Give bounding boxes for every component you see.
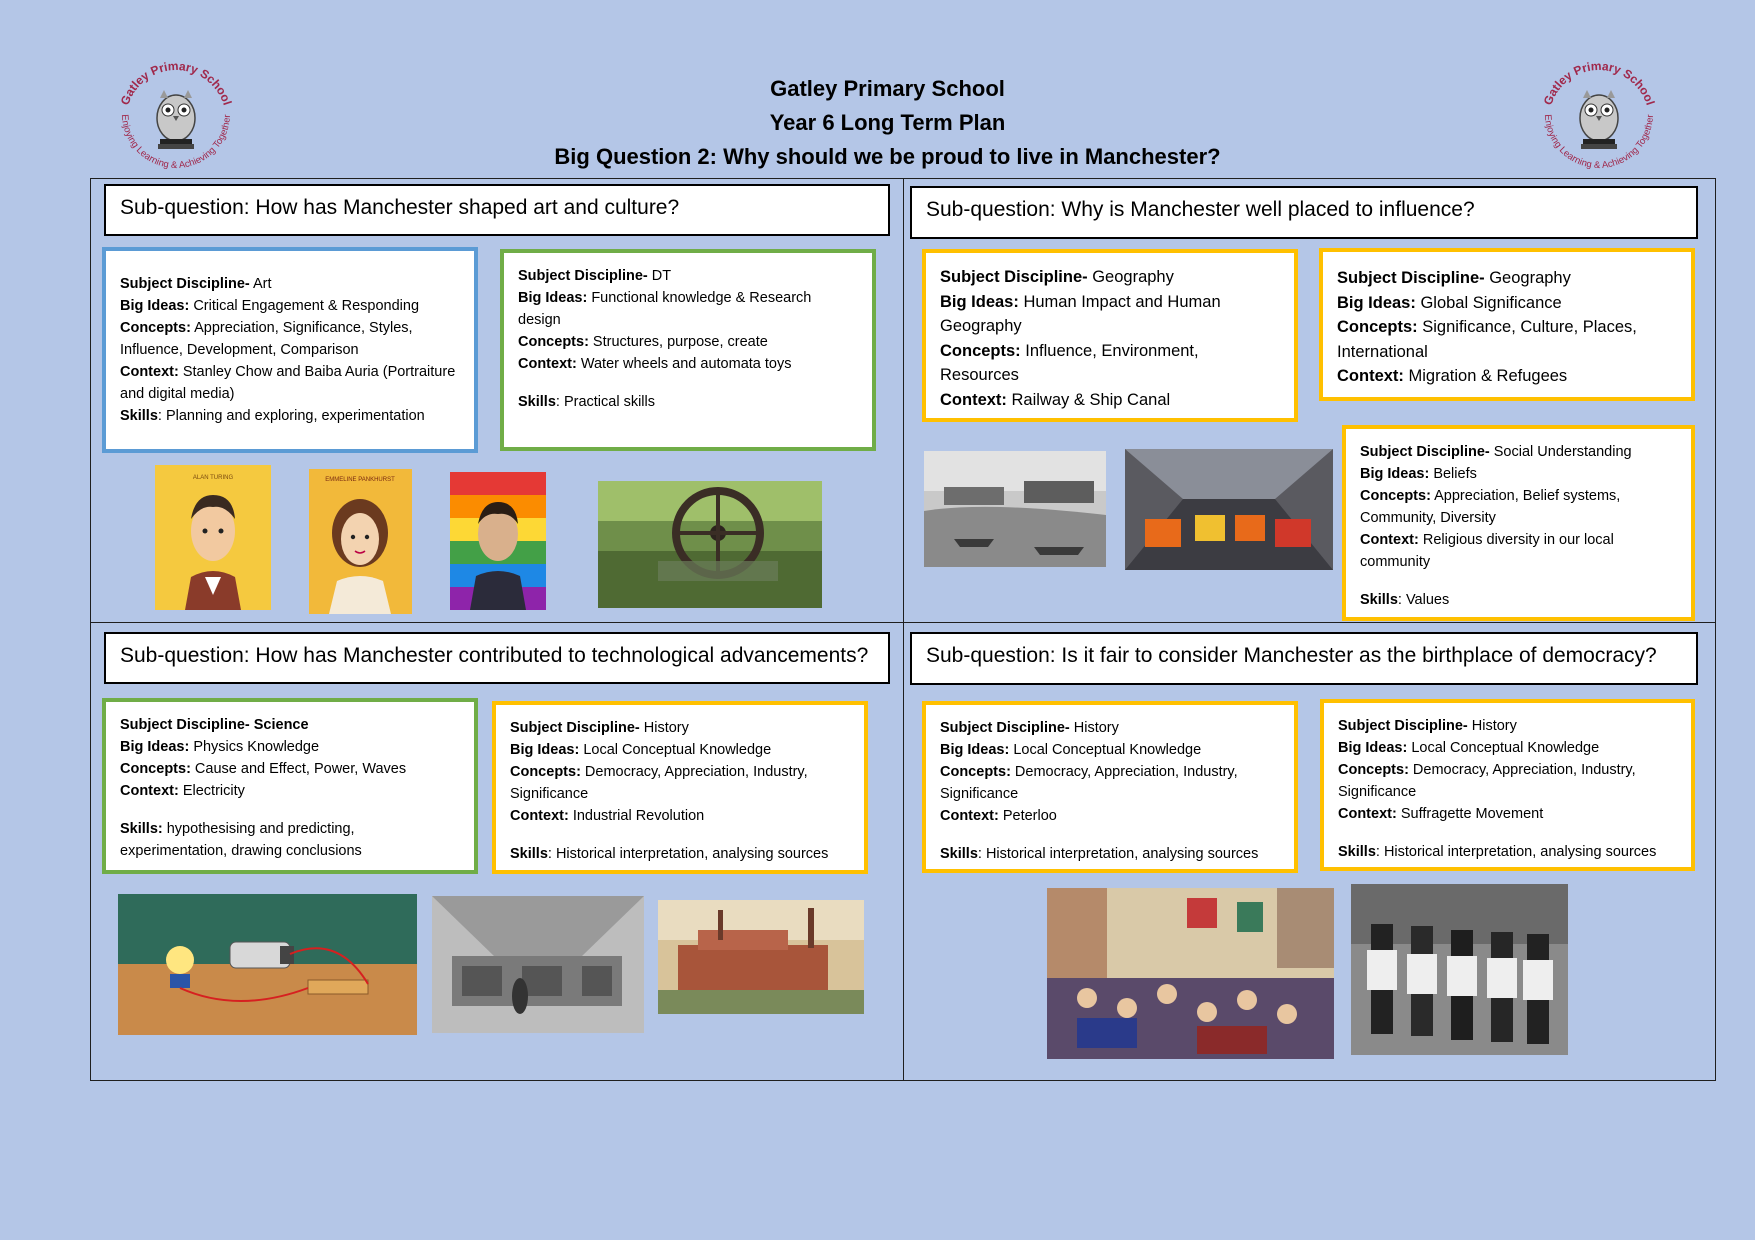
ship-canal-engraving bbox=[924, 451, 1106, 567]
svg-text:Enjoying Learning & Achieving: Enjoying Learning & Achieving Together bbox=[118, 113, 234, 172]
skills-row: Skills: Planning and exploring, experimentation bbox=[120, 408, 425, 424]
bigideas-row: Big Ideas: Beliefs bbox=[1360, 466, 1477, 482]
concepts-row: Concepts: Significance, Culture, Places, International bbox=[1337, 318, 1637, 361]
svg-text:EMMELINE PANKHURST: EMMELINE PANKHURST bbox=[325, 477, 395, 483]
bigideas-row: Big Ideas: Local Conceptual Knowledge bbox=[940, 742, 1202, 758]
concepts-row: Concepts: Influence, Environment, Resources bbox=[940, 341, 1199, 384]
concepts-row: Concepts: Structures, purpose, create bbox=[518, 334, 768, 350]
cotton-mill-engraving bbox=[432, 896, 644, 1033]
emmeline-pankhurst-portrait bbox=[309, 469, 412, 614]
discipline-row: Subject Discipline- Geography bbox=[940, 268, 1174, 286]
railway-station-photo bbox=[1125, 449, 1333, 570]
context-row: Context: Migration & Refugees bbox=[1337, 367, 1568, 385]
discipline-row: Subject Discipline- DT bbox=[518, 268, 672, 284]
card-art bbox=[102, 247, 478, 453]
context-row: Context: Peterloo bbox=[940, 808, 1057, 824]
context-row: Context: Water wheels and automata toys bbox=[518, 356, 792, 372]
svg-text:ALAN TURING: ALAN TURING bbox=[192, 475, 234, 481]
discipline-row: Subject Discipline- History bbox=[510, 720, 689, 736]
plan-title: Year 6 Long Term Plan bbox=[769, 110, 1006, 135]
skills-row: Skills: Values bbox=[1360, 592, 1450, 608]
context-row: Context: Stanley Chow and Baiba Auria (Portraiture and digital media) bbox=[120, 364, 456, 402]
subquestion-art-culture: Sub-question: How has Manchester shaped art and culture? bbox=[104, 184, 890, 236]
owl-icon bbox=[157, 90, 195, 149]
subquestion-technology: Sub-question: How has Manchester contributed to technological advancements? bbox=[104, 632, 890, 684]
context-row: Context: Industrial Revolution bbox=[510, 808, 705, 824]
grid-right-border bbox=[1715, 178, 1716, 1081]
card-social-understanding bbox=[1342, 425, 1695, 621]
bigideas-row: Big Ideas: Critical Engagement & Responding bbox=[120, 298, 420, 314]
skills-row: Skills: Historical interpretation, analysing sources bbox=[940, 846, 1259, 862]
context-row: Context: Railway & Ship Canal bbox=[940, 390, 1171, 409]
water-wheel-photo bbox=[598, 481, 822, 608]
skills-row: Skills: Historical interpretation, analysing sources bbox=[510, 846, 829, 862]
school-title: Gatley Primary School bbox=[770, 76, 1005, 101]
discipline-row: Subject Discipline- Science bbox=[120, 717, 309, 733]
skills-row: Skills: hypothesising and predicting, experimentation, drawing conclusions bbox=[120, 821, 362, 859]
concepts-row: Concepts: Appreciation, Significance, Styles, Influence, Development, Comparison bbox=[120, 320, 413, 358]
alan-turing-portrait bbox=[155, 465, 271, 610]
electric-circuit-illustration bbox=[118, 894, 417, 1035]
discipline-row: Subject Discipline- History bbox=[940, 720, 1119, 736]
concepts-row: Concepts: Democracy, Appreciation, Industry, Significance bbox=[940, 764, 1238, 802]
concepts-row: Concepts: Cause and Effect, Power, Waves bbox=[120, 761, 407, 777]
peterloo-massacre-painting bbox=[1047, 888, 1334, 1059]
svg-text:Gatley Primary School: Gatley Primary School bbox=[1540, 58, 1658, 107]
discipline-row: Subject Discipline- Social Understanding bbox=[1360, 444, 1632, 460]
bigideas-row: Big Ideas: Local Conceptual Knowledge bbox=[1338, 740, 1600, 756]
skills-row: Skills: Historical interpretation, analysing sources bbox=[1338, 844, 1657, 860]
card-geography-migration bbox=[1319, 248, 1695, 401]
owl-icon bbox=[1580, 90, 1618, 149]
turing-rainbow-portrait bbox=[450, 472, 546, 610]
card-geography-railway bbox=[922, 249, 1298, 422]
grid-vertical-divider bbox=[903, 178, 904, 1081]
bigideas-row: Big Ideas: Human Impact and Human Geography bbox=[940, 292, 1221, 335]
context-row: Context: Suffragette Movement bbox=[1338, 806, 1544, 822]
bigideas-row: Big Ideas: Functional knowledge & Research design bbox=[518, 290, 812, 328]
card-dt bbox=[500, 249, 876, 451]
bigideas-row: Big Ideas: Global Significance bbox=[1337, 293, 1562, 312]
card-history-suffragette bbox=[1320, 699, 1695, 871]
bigideas-row: Big Ideas: Physics Knowledge bbox=[120, 739, 320, 755]
svg-text:Enjoying Learning & Achieving: Enjoying Learning & Achieving Together bbox=[1541, 113, 1657, 172]
suffragettes-photo bbox=[1351, 884, 1568, 1055]
concepts-row: Concepts: Democracy, Appreciation, Industry, Significance bbox=[510, 764, 808, 802]
big-question-title: Big Question 2: Why should we be proud to live in Manchester? bbox=[554, 144, 1221, 169]
svg-text:Gatley Primary School: Gatley Primary School bbox=[117, 58, 235, 107]
factory-painting bbox=[658, 900, 864, 1014]
subquestion-influence: Sub-question: Why is Manchester well placed to influence? bbox=[910, 186, 1698, 239]
subquestion-democracy: Sub-question: Is it fair to consider Manchester as the birthplace of democracy? bbox=[910, 632, 1698, 685]
school-logo-left bbox=[112, 58, 240, 176]
concepts-row: Concepts: Democracy, Appreciation, Industry, Significance bbox=[1338, 762, 1636, 800]
context-row: Context: Electricity bbox=[120, 783, 245, 799]
grid-horizontal-divider bbox=[90, 622, 1716, 623]
skills-row: Skills: Practical skills bbox=[518, 394, 655, 410]
card-science bbox=[102, 698, 478, 874]
card-history-industrial bbox=[492, 701, 868, 874]
discipline-row: Subject Discipline- History bbox=[1338, 718, 1517, 734]
discipline-row: Subject Discipline- Geography bbox=[1337, 269, 1571, 287]
bigideas-row: Big Ideas: Local Conceptual Knowledge bbox=[510, 742, 772, 758]
school-logo-right bbox=[1535, 58, 1663, 176]
discipline-row: Subject Discipline- Art bbox=[120, 276, 272, 292]
grid-left-border bbox=[90, 178, 91, 1081]
card-history-peterloo bbox=[922, 701, 1298, 873]
context-row: Context: Religious diversity in our local community bbox=[1360, 532, 1614, 570]
concepts-row: Concepts: Appreciation, Belief systems, Community, Diversity bbox=[1360, 488, 1621, 526]
